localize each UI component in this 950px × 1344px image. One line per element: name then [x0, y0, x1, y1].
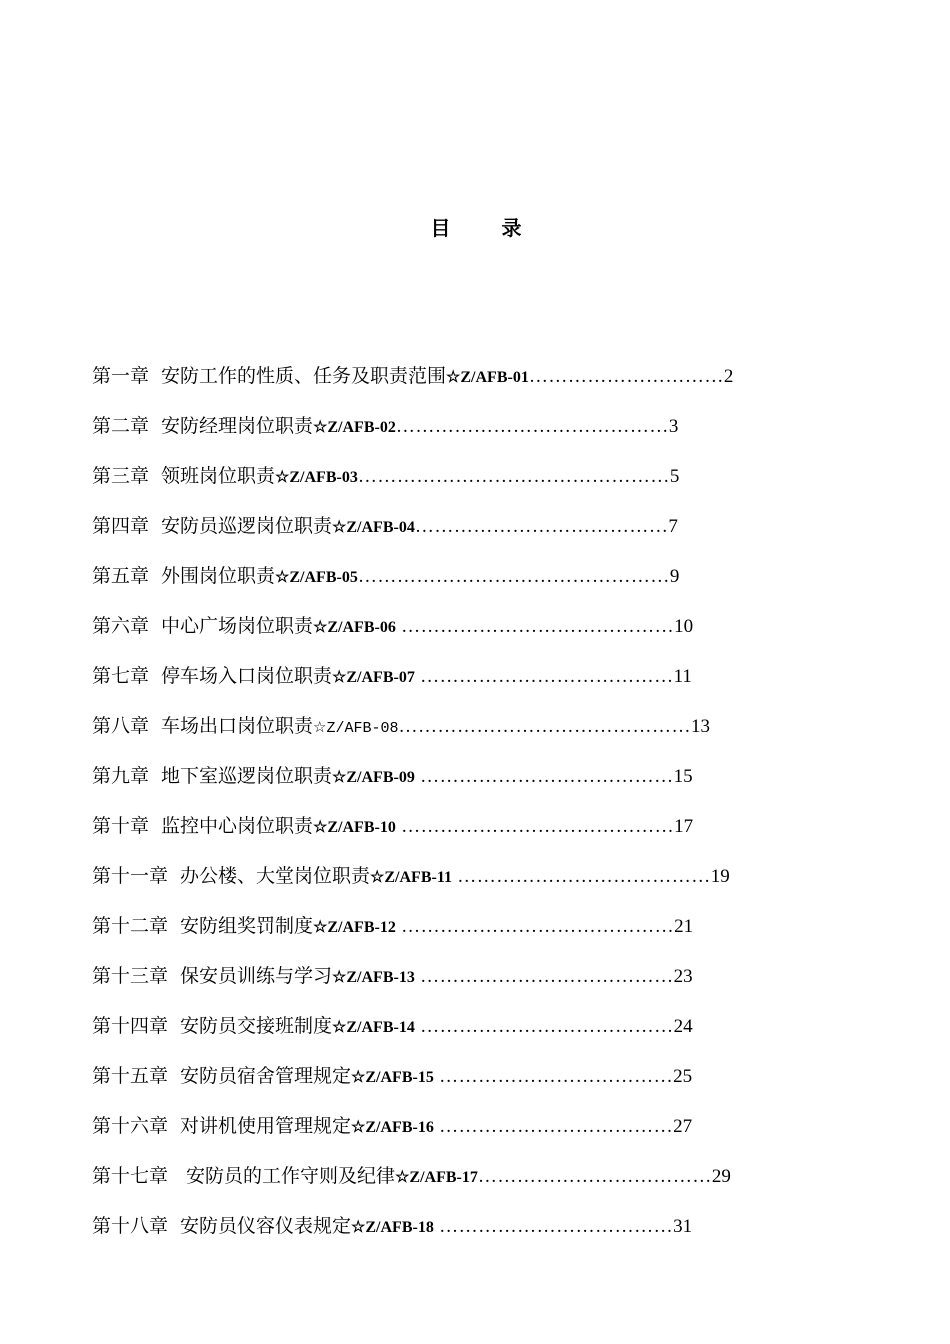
- toc-chapter-code: ☆Z/AFB-11: [370, 869, 452, 886]
- toc-page-number: 21: [674, 916, 694, 937]
- toc-entry[interactable]: [92, 658, 852, 708]
- toc-chapter-code: ☆Z/AFB-17: [395, 1169, 478, 1186]
- toc-leader-dots: …………………………………: [414, 666, 674, 687]
- toc-chapter-title: 安防经理岗位职责: [161, 415, 314, 437]
- toc-chapter-number: 第二章: [92, 415, 150, 437]
- toc-page-number: 9: [669, 566, 680, 587]
- toc-leader-dots: ………………………………: [433, 1216, 674, 1237]
- toc-chapter-code: ☆Z/AFB-14: [332, 1019, 415, 1036]
- toc-chapter-title: 停车场入口岗位职责: [161, 665, 333, 687]
- toc-chapter-title: 安防工作的性质、任务及职责范围: [161, 365, 447, 387]
- toc-leader-dots: …………………………………: [451, 866, 711, 887]
- toc-chapter-title: 外围岗位职责: [161, 565, 276, 587]
- toc-chapter-code: ☆Z/AFB-13: [332, 969, 415, 986]
- toc-page-number: 7: [668, 516, 678, 537]
- toc-leader-dots: …………………………………: [414, 966, 674, 987]
- toc-chapter-code: ☆Z/AFB-04: [332, 519, 415, 536]
- toc-chapter-code: ☆Z/AFB-10: [313, 819, 396, 836]
- toc-chapter-title: 中心广场岗位职责: [161, 615, 314, 637]
- toc-chapter-code: ☆Z/AFB-06: [313, 619, 396, 636]
- toc-chapter-title: 监控中心岗位职责: [161, 815, 314, 837]
- toc-chapter-code: ☆Z/AFB-08: [313, 720, 399, 737]
- toc-chapter-code: ☆Z/AFB-05: [275, 569, 358, 586]
- toc-chapter-code: ☆Z/AFB-18: [351, 1219, 434, 1236]
- toc-leader-dots: ……………………………………: [395, 816, 675, 837]
- toc-chapter-number: 第十三章: [92, 965, 169, 987]
- toc-page-number: 24: [673, 1016, 693, 1037]
- toc-chapter-title: 对讲机使用管理规定: [180, 1115, 352, 1137]
- toc-chapter-title: 领班岗位职责: [161, 465, 276, 487]
- toc-chapter-title: 保安员训练与学习: [180, 965, 333, 987]
- toc-entry[interactable]: [92, 1108, 852, 1158]
- toc-page-number: 29: [711, 1166, 731, 1187]
- toc-entry[interactable]: [92, 958, 852, 1008]
- toc-page-number: 13: [691, 716, 710, 737]
- toc-chapter-number: 第十七章: [92, 1165, 169, 1187]
- toc-page-number: 3: [668, 416, 679, 437]
- toc-entry[interactable]: [92, 858, 852, 908]
- toc-list: [92, 358, 852, 1258]
- toc-entry[interactable]: [92, 758, 852, 808]
- toc-chapter-number: 第十八章: [92, 1215, 169, 1237]
- toc-entry[interactable]: [92, 608, 852, 658]
- toc-page-number: 5: [669, 466, 680, 487]
- toc-chapter-number: 第十二章: [92, 915, 169, 937]
- toc-chapter-code: ☆Z/AFB-12: [313, 919, 396, 936]
- toc-chapter-code: ☆Z/AFB-09: [332, 769, 415, 786]
- toc-chapter-number: 第十六章: [92, 1115, 169, 1137]
- toc-chapter-title: 办公楼、大堂岗位职责: [180, 865, 371, 887]
- toc-chapter-number: 第十四章: [92, 1015, 169, 1037]
- toc-page-number: 23: [673, 966, 693, 987]
- toc-leader-dots: …………………………………………: [357, 466, 670, 487]
- toc-chapter-code: ☆Z/AFB-16: [351, 1119, 434, 1136]
- toc-page-number: 19: [710, 866, 730, 887]
- toc-chapter-number: 第六章: [92, 615, 150, 637]
- toc-entry[interactable]: [92, 1158, 852, 1208]
- toc-chapter-number: 第十章: [92, 815, 150, 837]
- toc-chapter-title: 安防员的工作守则及纪律: [180, 1165, 396, 1187]
- toc-chapter-title: 安防员宿舍管理规定: [180, 1065, 352, 1087]
- toc-entry[interactable]: [92, 1058, 852, 1108]
- toc-chapter-title: 车场出口岗位职责: [161, 715, 314, 737]
- toc-chapter-number: 第七章: [92, 665, 150, 687]
- toc-leader-dots: ………………………………: [433, 1066, 674, 1087]
- toc-entry[interactable]: [92, 408, 852, 458]
- toc-chapter-number: 第一章: [92, 365, 150, 387]
- toc-chapter-title: 安防员仪容仪表规定: [180, 1215, 352, 1237]
- toc-page-number: 25: [673, 1066, 693, 1087]
- toc-chapter-number: 第十一章: [92, 865, 169, 887]
- toc-page-number: 10: [674, 616, 694, 637]
- toc-leader-dots: ………………………………: [477, 1166, 712, 1187]
- toc-entry[interactable]: [92, 1008, 852, 1058]
- toc-entry[interactable]: [92, 1208, 852, 1258]
- toc-leader-dots: ……………………………………: [395, 916, 675, 937]
- toc-leader-dots: …………………………………: [414, 766, 674, 787]
- toc-chapter-number: 第八章: [92, 715, 150, 737]
- toc-chapter-code: ☆Z/AFB-15: [351, 1069, 434, 1086]
- toc-chapter-code: ☆Z/AFB-07: [332, 669, 415, 686]
- toc-chapter-title: 安防员交接班制度: [180, 1015, 333, 1037]
- toc-chapter-code: ☆Z/AFB-03: [275, 469, 358, 486]
- toc-page-number: 27: [673, 1116, 693, 1137]
- toc-chapter-title: 安防员巡逻岗位职责: [161, 515, 333, 537]
- toc-leader-dots: …………………………………: [414, 1016, 674, 1037]
- toc-page-number: 11: [673, 666, 692, 687]
- toc-title: 目 录: [430, 216, 544, 240]
- toc-entry[interactable]: [92, 908, 852, 958]
- toc-chapter-title: 安防组奖罚制度: [180, 915, 314, 937]
- toc-leader-dots: ………………………………………: [398, 716, 691, 737]
- toc-entry[interactable]: [92, 558, 852, 608]
- toc-page-number: 15: [673, 766, 693, 787]
- toc-leader-dots: ……………………………………: [395, 416, 669, 437]
- toc-page-number: 31: [673, 1216, 693, 1237]
- toc-leader-dots: …………………………: [528, 366, 724, 387]
- toc-chapter-number: 第三章: [92, 465, 150, 487]
- toc-chapter-number: 第十五章: [92, 1065, 169, 1087]
- toc-chapter-number: 第九章: [92, 765, 150, 787]
- toc-leader-dots: …………………………………………: [357, 566, 670, 587]
- toc-chapter-number: 第五章: [92, 565, 150, 587]
- toc-entry[interactable]: [92, 508, 852, 558]
- toc-page-number: 17: [674, 816, 694, 837]
- toc-chapter-code: ☆Z/AFB-02: [313, 419, 396, 436]
- toc-chapter-number: 第四章: [92, 515, 150, 537]
- toc-entry[interactable]: [92, 358, 852, 408]
- toc-chapter-code: ☆Z/AFB-01: [446, 369, 529, 386]
- toc-entry[interactable]: [92, 708, 852, 758]
- toc-entry[interactable]: [92, 808, 852, 858]
- toc-leader-dots: ……………………………………: [395, 616, 675, 637]
- toc-leader-dots: ………………………………: [433, 1116, 674, 1137]
- toc-page-number: 2: [723, 366, 734, 387]
- toc-entry[interactable]: [92, 458, 852, 508]
- toc-chapter-title: 地下室巡逻岗位职责: [161, 765, 333, 787]
- toc-leader-dots: …………………………………: [414, 516, 669, 537]
